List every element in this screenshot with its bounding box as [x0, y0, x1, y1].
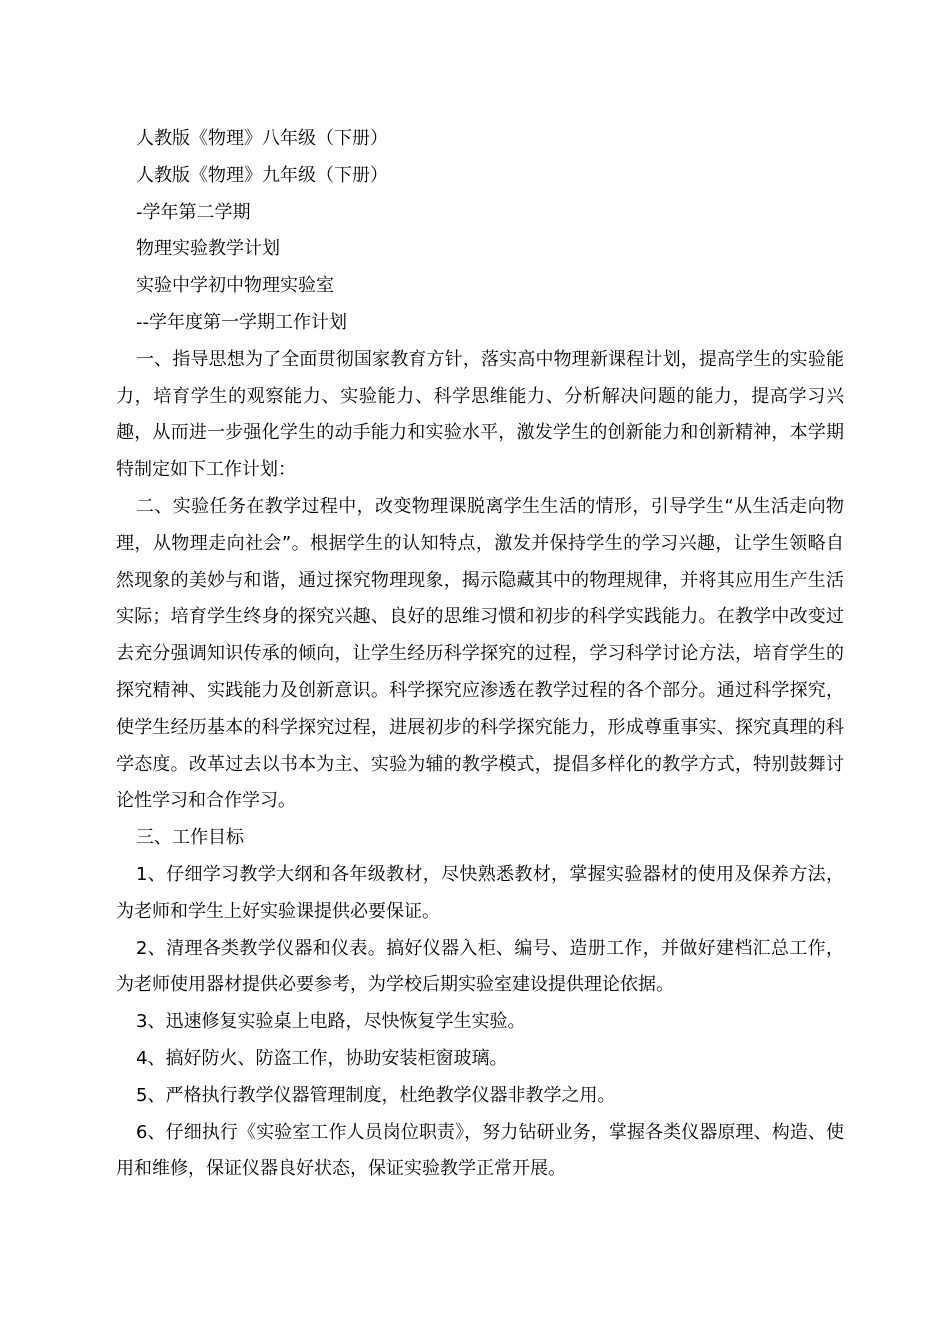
- header-line-textbook-grade8: 人教版《物理》八年级（下册）: [136, 128, 388, 149]
- goal-item-4: 4、搞好防火、防盗工作，协助安装柜窗玻璃。: [136, 1047, 508, 1069]
- section-guiding-ideology: 一、指导思想为了全面贯彻国家教育方针，落实高中物理新课程计划，提高学生的实验能力，培育学生的观察能力、实验能力、科学思维能力、分析解决问题的能力，提高学习兴趣，从而进一步强化学生的动手能力和实验水平，激发学生的创新能力和创新精神，本学期特制定如下工作计划：: [116, 348, 844, 481]
- goal-item-6: 6、仔细执行《实验室工作人员岗位职责》，努力钻研业务，掌握各类仪器原理、构造、使用和维修，保证仪器良好状态，保证实验教学正常开展。: [116, 1121, 844, 1180]
- section-work-goals-heading: 三、工作目标: [136, 827, 244, 849]
- section-experiment-tasks: 二、实验任务在教学过程中，改变物理课脱离学生生活的情形，引导学生“从生活走向物理，从物理走向社会”。根据学生的认知特点，激发并保持学生的学习兴趣，让学生领略自然现象的美妙与和谐，通过探究物理现象，揭示隐藏其中的物理规律，并将其应用生产生活实际；培育学生终身的探究兴趣、良好的思维习惯和初步的科学实践能力。在教学中改变过去充分强调知识传承的倾向，让学生经历科学探究的过程，学习科学讨论方法，培育学生的探究精神、实践能力及创新意识。科学探究应渗透在教学过程的各个部分。通过科学探究，使学生经历基本的科学探究过程，进展初步的科学探究能力，形成尊重事实、探究真理的科学态度。改革过去以书本为主、实验为辅的教学模式，提倡多样化的教学方式，特别鼓舞讨论性学习和合作学习。: [116, 495, 844, 812]
- goal-item-1: 1、仔细学习教学大纲和各年级教材，尽快熟悉教材，掌握实验器材的使用及保养方法，为老师和学生上好实验课提供必要保证。: [116, 863, 844, 922]
- goal-item-3: 3、迅速修复实验桌上电路，尽快恢复学生实验。: [136, 1011, 526, 1033]
- header-line-semester: -学年第二学期: [136, 201, 251, 223]
- goal-item-5: 5、严格执行教学仪器管理制度，杜绝教学仪器非教学之用。: [136, 1084, 616, 1106]
- document-body: [116, 121, 844, 1188]
- header-line-plan-title: 物理实验教学计划: [136, 238, 280, 260]
- header-line-lab-name: 实验中学初中物理实验室: [136, 275, 334, 297]
- header-line-work-plan: --学年度第一学期工作计划: [136, 311, 347, 333]
- header-line-textbook-grade9: 人教版《物理》九年级（下册）: [136, 164, 388, 186]
- goal-item-2: 2、清理各类教学仪器和仪表。搞好仪器入柜、编号、造册工作，并做好建档汇总工作，为老师使用器材提供必要参考，为学校后期实验室建设提供理论依据。: [116, 937, 844, 996]
